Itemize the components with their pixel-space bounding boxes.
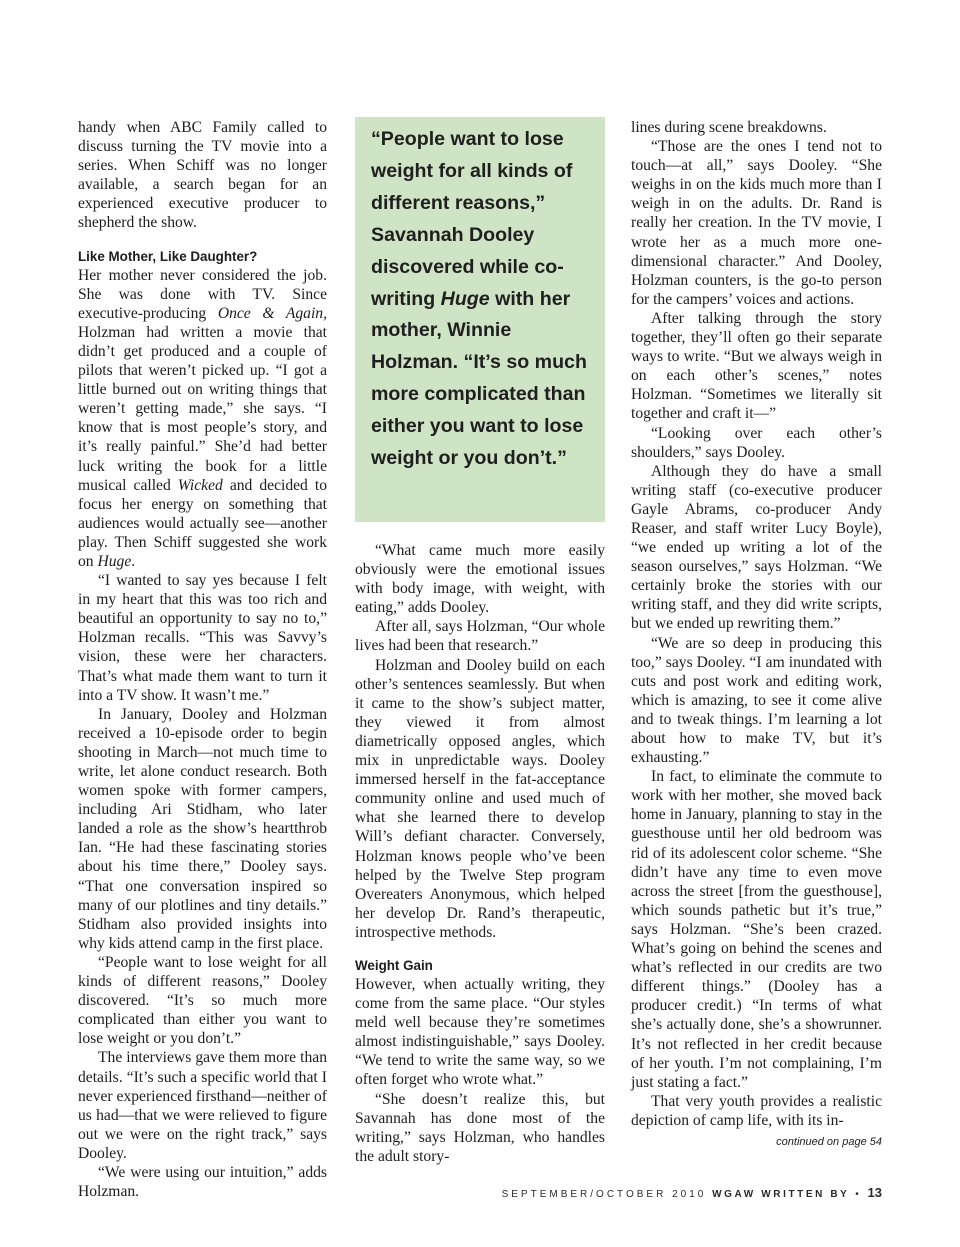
text-run: Holzman had written a movie that didn’t get produced and a couple of pilots that weren’t picked up. “I got a little burned out on writing things that weren’t getting made,” she says. “I know that is most people’s story, and it’s really painful.” She’d had better luck writing the book for a little musical called [78,323,327,494]
continued-on-page-note: continued on page 54 [776,1136,882,1148]
text-run: . [131,552,136,570]
subheading-like-mother: Like Mother, Like Daughter? [78,248,258,264]
paragraph: “I wanted to say yes because I felt in my heart that this was too rich and beautiful an opportunity to say no to,” Holzman recalls. “This was Savvy’s vision, these were her characters. That’s what made them want to turn it into a TV show. It wasn’t me.” [78,572,327,704]
paragraph: Holzman and Dooley build on each other’s sentences seamlessly. But when it came to the show’s subject matter, they viewed it from almost diametrically opposed angles, which mix in unpredictable ways. Dooley immersed herself in the fat-acceptance community online and used much of what she learned there to develop Will’s defiant character. Conversely, Holzman knows people who’ve been helped by the Twelve Step program Overeaters Anonymous, which helped her develop Dr. Rand’s therapeutic, introspective methods. [355,656,605,941]
paragraph: lines during scene breakdowns. [631,119,827,136]
pull-quote-title-huge: Huge [440,287,490,310]
title-huge: Huge [97,552,132,570]
paragraph: That very youth provides a realistic depiction of camp life, with its in- [631,1092,882,1129]
pull-quote-box [355,117,605,522]
title-once-and-again: Once & Again, [217,304,327,322]
paragraph: “People want to lose weight for all kinds of different reasons,” Dooley discovered. “It’s so much more complicated than either you want to lose weight or you don’t.” [78,953,327,1048]
paragraph: However, when actually writing, they come from the same place. “Our styles meld well because they’re sometimes almost indistinguishable,” says Dooley. “We tend to write the same way, so we often forget who wrote what.” [355,975,605,1089]
paragraph: “We are so deep in producing this too,” says Dooley. “I am inundated with cuts and post work and editing work, which is amazing, to see it come alive and to tweak things. I’m learning a lot about how to make TV, but it’s exhausting.” [631,634,882,767]
paragraph: After all, says Holzman, “Our whole lives had been that research.” [355,618,605,655]
magazine-name: WGAW WRITTEN BY [712,1189,850,1200]
paragraph: In January, Dooley and Holzman received a 10-episode order to begin shooting in March—not much time to write, let alone conduct research. Both women spoke with former campers, including Ari Stidham, who later landed a role as the show’s heartthrob Ian. “He had these fascinating stories about his time there,” Dooley says. “That one conversation inspired so many of our plotlines and tiny details.” Stidham also provided insights into why kids attend camp in the first place. [78,705,327,952]
paragraph: After talking through the story together, they’ll often go their separate ways to write. “But we always weigh in on each other’s scenes,” notes Holzman. “Sometimes we literally sit together and craft it—” [631,309,882,423]
paragraph: “Looking over each other’s shoulders,” says Dooley. [631,424,882,461]
article-column-1 [78,118,327,1201]
paragraph: “Those are the ones I tend not to touch—at all,” says Dooley. “She weighs in on the kids much more than I weigh in on the adults. Dr. Rand is really her creation. In the TV movie, I wrote her as a much more one-dimensional character.” And Dooley, Holzman counters, is the go-to person for the campers’ voices and actions. [631,138,882,308]
paragraph [78,266,327,572]
paragraph: The interviews gave them more than details. “It’s such a specific world that I never experienced firsthand—neither of us had—that we were relieved to figure out we were on the right track,” says Dooley. [78,1049,327,1162]
pull-quote-text: “People want to lose weight for all kinds of different reasons,” Savannah Dooley discovered while co-writing [371,128,573,310]
page-footer [502,1185,882,1200]
title-wicked: Wicked [177,476,223,494]
text-run: and decided to focus her energy on something that audiences would actually see—another play. Then Schiff suggested she work on [78,476,328,570]
pull-quote-text: with her mother, Winnie Holzman. “It’s so much more complicated than either you want to lose weight or you don’t.” [371,287,587,470]
page-number: 13 [867,1185,882,1200]
paragraph: “We were using our intuition,” adds Holzman. [78,1163,327,1201]
paragraph: Although they do have a small writing staff (co-executive producer Gayle Abrams, co-producer Andy Reaser, and staff writer Lucy Boyle), “we ended up writing a lot of the season ourselves,” says Holzman. “We certainly broke the stories with our writing staff, and they did write scripts, but we ended up rewriting them.” [631,462,882,633]
paragraph: “What came much more easily obviously were the emotional issues with body image, with weight, with eating,” adds Dooley. [355,542,605,617]
issue-date: SEPTEMBER/OCTOBER 2010 [501,1189,707,1200]
paragraph: handy when ABC Family called to discuss turning the TV movie into a series. When Schiff was no longer available, a search began for an experienced executive producer to shepherd the show. [78,119,327,232]
bullet-separator: • [855,1189,862,1200]
article-column-3 [631,118,882,1130]
subheading-weight-gain: Weight Gain [355,957,433,973]
paragraph: In fact, to eliminate the commute to work with her mother, she moved back home in January, planning to stay in the guesthouse until her old bedroom was rid of its adolescent color scheme. “She didn’t have any time to even move across the street [from the guesthouse], which sounds pathetic but it’s true,” says Holzman. “She’s been crazed. What’s going on behind the scenes and what’s reflected in our credits are two different things.” (Dooley has a producer credit.) “In terms of what she’s actually done, she’s a showrunner. It’s not reflected in her credit because of her youth. I’m not complaining, I’m just stating a fact.” [631,768,882,1091]
article-column-2 [355,541,605,1166]
text-run: Her mother never considered the job. She was done with TV. Since executive-producing [78,266,327,322]
paragraph: “She doesn’t realize this, but Savannah has done most of the writing,” says Holzman, who handles the adult story- [355,1090,605,1165]
